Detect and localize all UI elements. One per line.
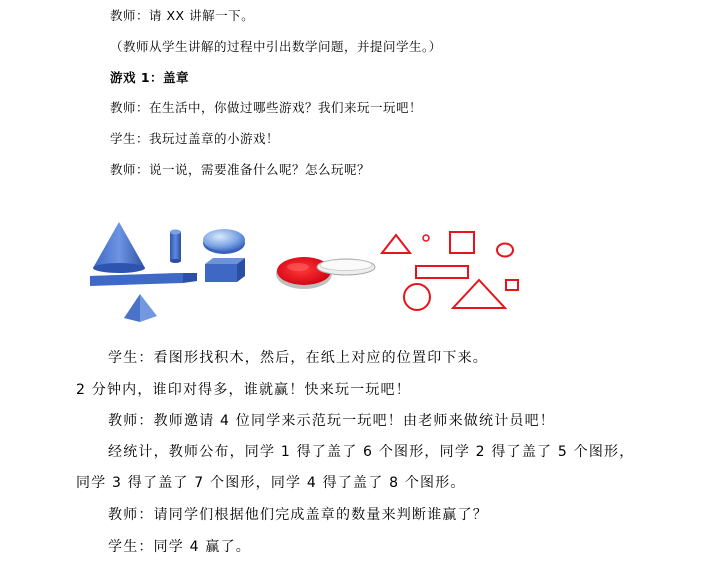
cube-block: [205, 258, 245, 282]
square-outline: [450, 232, 474, 253]
small-triangle-outline: [382, 235, 410, 253]
text-line: 经统计，教师公布，同学 1 得了盖了 6 个图形，同学 2 得了盖了 5 个图形，: [108, 444, 635, 460]
text-line: 教师：在生活中，你做过哪些游戏？我们来玩一玩吧！: [110, 100, 423, 115]
cylinder-block: [170, 230, 181, 264]
oval-disc-block: [203, 229, 245, 254]
tiny-circle-outline: [423, 235, 429, 241]
stamp-outlines: [382, 232, 518, 310]
text-line: 2 分钟内，谁印对得多，谁就赢！快来玩一玩吧！: [76, 382, 411, 398]
text-line: 同学 3 得了盖了 7 个图形，同学 4 得了盖了 8 个图形。: [76, 475, 466, 491]
clear-lid: [317, 259, 375, 275]
circle-outline: [404, 284, 430, 310]
text-line: 学生：看图形找积木，然后，在纸上对应的位置印下来。: [108, 350, 488, 366]
text-line: 教师：说一说，需要准备什么呢？怎么玩呢？: [110, 162, 371, 177]
text-line: 学生：同学 4 赢了。: [108, 539, 252, 555]
text-line: （教师从学生讲解的过程中引出数学问题，并提问学生。）: [110, 39, 442, 54]
small-ellipse-outline: [497, 244, 513, 257]
text-line: 教师：请同学们根据他们完成盖章的数量来判断谁赢了？: [108, 507, 488, 523]
text-line: 学生：我玩过盖章的小游戏！: [110, 131, 280, 146]
rectangle-outline: [416, 266, 468, 278]
large-triangle-outline: [453, 280, 505, 308]
plank-block: [90, 273, 197, 286]
cone-block: [93, 222, 145, 273]
text-line: 教师：教师邀请 4 位同学来示范玩一玩吧！由老师来做统计员吧！: [108, 413, 556, 429]
text-line: 教师：请 XX 讲解一下。: [110, 8, 255, 23]
small-square-outline: [506, 280, 518, 290]
pyramid-block: [124, 294, 157, 322]
section-heading: 游戏 1：盖章: [110, 70, 190, 85]
